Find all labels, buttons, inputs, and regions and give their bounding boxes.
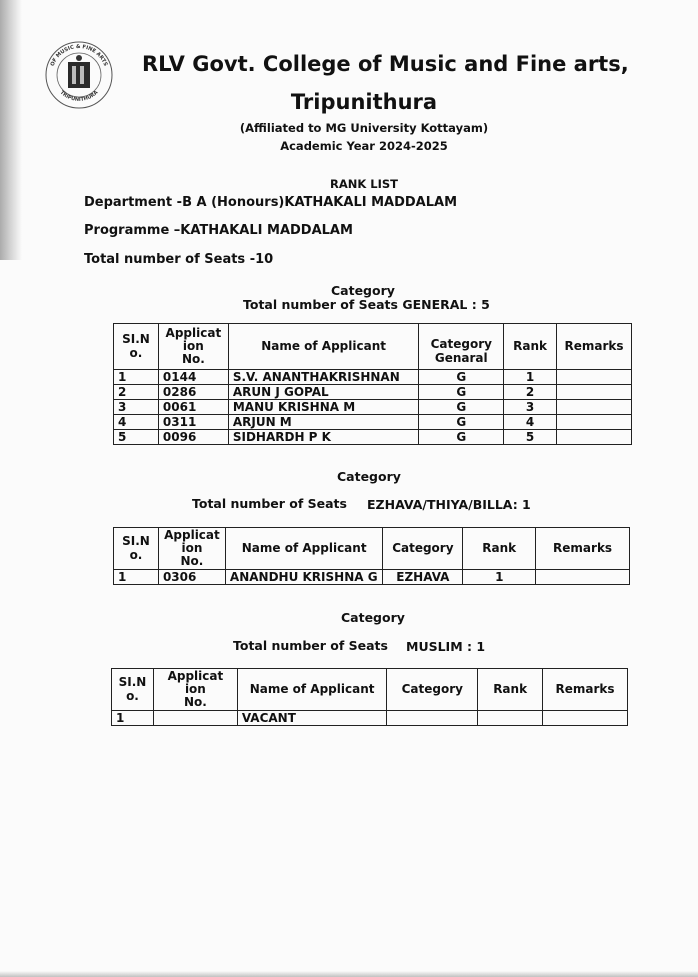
affiliation: (Affiliated to MG University Kottayam) xyxy=(239,121,489,135)
table-row xyxy=(114,385,632,400)
cell-remarks xyxy=(557,400,632,415)
table-row xyxy=(114,430,632,445)
col-header-category: Category Genaral xyxy=(419,324,504,370)
cell-name: ANANDHU KRISHNA G xyxy=(225,570,382,585)
cell-rank: 3 xyxy=(504,400,557,415)
table-header-row xyxy=(114,528,630,570)
rank-list-title: RANK LIST xyxy=(329,177,399,191)
col-header-name: Name of Applicant xyxy=(237,669,387,711)
cell-slno: 4 xyxy=(114,415,159,430)
logo-text-top: OF MUSIC & FINE ARTS xyxy=(49,43,109,68)
cell-remarks xyxy=(557,370,632,385)
col-header-remarks: Remarks xyxy=(557,324,632,370)
programme-line: Programme –KATHAKALI MADDALAM xyxy=(84,223,353,238)
cell-app-no: 0286 xyxy=(158,385,228,400)
table-row xyxy=(112,711,628,726)
col-header-app-no: Applicat ion No. xyxy=(153,669,237,711)
college-name-line2: Tripunithura xyxy=(290,90,438,114)
academic-year: Academic Year 2024-2025 xyxy=(280,139,448,153)
cell-category: G xyxy=(419,385,504,400)
cell-name: VACANT xyxy=(237,711,387,726)
cell-name: ARJUN M xyxy=(228,415,419,430)
cell-app-no xyxy=(153,711,237,726)
table-row xyxy=(114,570,630,585)
section3-seats-label: Total number of Seats xyxy=(233,638,388,653)
cell-name: S.V. ANANTHAKRISHNAN xyxy=(228,370,419,385)
col-header-slno: SI.N o. xyxy=(112,669,154,711)
cell-app-no: 0311 xyxy=(158,415,228,430)
col-header-category: Category xyxy=(387,669,478,711)
muslim-rank-table xyxy=(111,668,628,726)
department-line: Department -B A (Honours)KATHAKALI MADDALAM xyxy=(84,195,458,210)
general-rank-table xyxy=(113,323,632,445)
col-header-rank: Rank xyxy=(478,669,543,711)
cell-slno: 5 xyxy=(114,430,159,445)
section1-category-label: Category xyxy=(331,283,395,298)
cell-rank: 1 xyxy=(504,370,557,385)
cell-remarks xyxy=(557,430,632,445)
cell-app-no: 0144 xyxy=(158,370,228,385)
cell-slno: 1 xyxy=(114,570,159,585)
section1-seats-label: Total number of Seats GENERAL : 5 xyxy=(243,297,490,312)
cell-rank: 1 xyxy=(463,570,536,585)
cell-category: EZHAVA xyxy=(383,570,463,585)
cell-remarks xyxy=(557,385,632,400)
col-header-slno: SI.N o. xyxy=(114,528,159,570)
cell-category: G xyxy=(419,415,504,430)
cell-app-no: 0306 xyxy=(158,570,225,585)
section2-seats-category: EZHAVA/THIYA/BILLA: 1 xyxy=(367,497,531,512)
cell-slno: 2 xyxy=(114,385,159,400)
col-header-remarks: Remarks xyxy=(536,528,630,570)
table-row xyxy=(114,400,632,415)
section3-seats-category: MUSLIM : 1 xyxy=(406,639,486,654)
cell-app-no: 0096 xyxy=(158,430,228,445)
section2-category-label: Category xyxy=(337,469,401,484)
table-header-row xyxy=(114,324,632,370)
table-row xyxy=(114,415,632,430)
col-header-name: Name of Applicant xyxy=(228,324,419,370)
col-header-category: Category xyxy=(383,528,463,570)
scan-shadow-bottom xyxy=(0,971,698,977)
cell-name: MANU KRISHNA M xyxy=(228,400,419,415)
section2-seats-label: Total number of Seats xyxy=(192,496,347,511)
col-header-name: Name of Applicant xyxy=(225,528,382,570)
cell-remarks xyxy=(557,415,632,430)
table-row xyxy=(114,370,632,385)
cell-remarks xyxy=(543,711,628,726)
cell-category: G xyxy=(419,400,504,415)
cell-slno: 3 xyxy=(114,400,159,415)
cell-slno: 1 xyxy=(114,370,159,385)
cell-app-no: 0061 xyxy=(158,400,228,415)
cell-rank: 4 xyxy=(504,415,557,430)
col-header-rank: Rank xyxy=(504,324,557,370)
cell-category xyxy=(387,711,478,726)
cell-name: SIDHARDH P K xyxy=(228,430,419,445)
cell-category: G xyxy=(419,430,504,445)
cell-rank: 5 xyxy=(504,430,557,445)
cell-remarks xyxy=(536,570,630,585)
cell-slno: 1 xyxy=(112,711,154,726)
ezhava-rank-table xyxy=(113,527,630,585)
col-header-slno: SI.N o. xyxy=(114,324,159,370)
cell-rank: 2 xyxy=(504,385,557,400)
total-seats-line: Total number of Seats -10 xyxy=(84,252,274,267)
table-header-row xyxy=(112,669,628,711)
logo-text-bottom: TRIPUNITHURA xyxy=(58,89,100,103)
cell-name: ARUN J GOPAL xyxy=(228,385,419,400)
col-header-app-no: Applicat ion No. xyxy=(158,324,228,370)
cell-category: G xyxy=(419,370,504,385)
college-name-line1: RLV Govt. College of Music and Fine arts, xyxy=(142,52,629,76)
section3-category-label: Category xyxy=(341,610,405,625)
col-header-remarks: Remarks xyxy=(543,669,628,711)
col-header-rank: Rank xyxy=(463,528,536,570)
cell-rank xyxy=(478,711,543,726)
col-header-app-no: Applicat ion No. xyxy=(158,528,225,570)
